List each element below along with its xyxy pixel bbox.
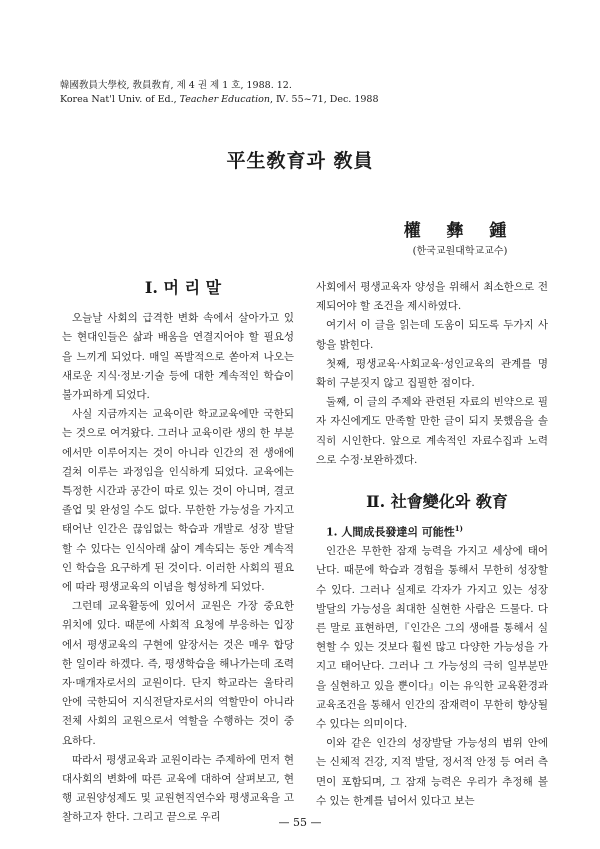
- paragraph: 오늘날 사회의 급격한 변화 속에서 살아가고 있는 현대인들은 삶과 배움을 연결지어야 할 필요성을 느끼게 되었다. 매일 폭발적으로 쏟아져 나오는 새로운 지식·정보·기술 등에 대한 계속적인 학습이 불가피하게 되었다.: [62, 312, 294, 402]
- paragraph: 사실 지금까지는 교육이란 학교교육에만 국한되는 것으로 여겨왔다. 그러나 교육이란 생의 한 부분에서만 이루어지는 것이 아니라 인간의 전 생애에 걸쳐 이루는 과정임을 인식하게 되었다. 교육에는 특정한 시간과 공간이 따로 있는 것이 아니며, 결코 졸업 및 완성일 수도 없다. 무한한 가능성을 가지고 태어난 인간은 끊임없는 학습과 개발로 성장 발달할 수 있다는 인식아래 삶이 계속되는 동안 계속적인 학습을 요구하게 된 것이다. 이러한 사회의 필요에 따라 평생교육의 이념을 형성하게 되었다.: [62, 408, 294, 594]
- subsection-heading: [316, 519, 548, 542]
- citation-prefix: Korea Nat'l Univ. of Ed.,: [60, 94, 180, 105]
- journal-citation-korean: 韓國敎員大學校, 敎員敎育, 제 4 권 제 1 호, 1988. 12.: [60, 80, 292, 91]
- author-name: 權 彝 鍾: [403, 221, 517, 241]
- journal-name: Teacher Education: [179, 94, 270, 105]
- section-heading-introduction: Ⅰ. 머 리 말: [144, 278, 222, 297]
- right-column: [316, 278, 548, 811]
- paragraph: 여기서 이 글을 읽는데 도움이 되도록 두가지 사항을 밝힌다.: [316, 319, 548, 351]
- paper-title: 平生敎育과 敎員: [226, 150, 374, 172]
- footnote-marker: 1): [454, 524, 463, 534]
- paragraph: 둘째, 이 글의 주제와 관련된 자료의 빈약으로 필자 자신에게도 만족할 만한 글이 되지 못했음을 솔직히 시인한다. 앞으로 계속적인 자료수집과 노력으로 수정·보완하겠다.: [316, 396, 548, 466]
- paragraph: 이와 같은 인간의 성장발달 가능성의 범위 안에는 신체적 건강, 지적 발달, 정서적 안정 등 여러 측면이 포함되며, 그 잠재 능력은 우리가 추정해 볼 수 있는 한계를 넘어서 있다고 보는: [316, 737, 548, 807]
- citation-suffix: , Ⅳ. 55~71, Dec. 1988: [269, 94, 379, 105]
- paragraph: 따라서 평생교육과 교원이라는 주제하에 먼저 현대사회의 변화에 따른 교육에 대하여 살펴보고, 현행 교원양성제도 및 교원현직연수와 평생교육을 고찰하고자 한다. 그리고 끝으로 우리: [62, 753, 294, 824]
- section-heading-social-change: Ⅱ. 社會變化와 敎育: [366, 492, 508, 512]
- author-affiliation: (한국교원대학교교수): [412, 246, 508, 257]
- left-column: [62, 278, 294, 828]
- journal-citation-english: [60, 94, 379, 106]
- paragraph: 사회에서 평생교육자 양성을 위해서 최소한으로 전제되어야 할 조건을 제시하였다.: [316, 281, 548, 313]
- paragraph: 인간은 무한한 잠재 능력을 가지고 세상에 태어난다. 때문에 학습과 경험을 통해서 무한히 성장할 수 있다. 그러나 실제로 각자가 가지고 있는 성장 발달의 가능성을 최대한 실현한 사람은 드물다. 다른 말로 표현하면,『인간은 그의 생애를 통해서 실현할 수 있는 것보다 훨씬 많고 다양한 가능성을 가지고 태어난다. 그러나 그 가능성의 극히 일부분만을 실현하고 있을 뿐이다』이는 유익한 교육환경과 교육조건을 통해서 인간의 잠재력이 무한히 향상될 수 있다는 의미이다.: [316, 545, 548, 730]
- paragraph: 첫째, 평생교육·사회교육·성인교육의 관계를 명확히 구분짓지 않고 집필한 점이다.: [316, 357, 548, 390]
- page-number: — 55 —: [278, 816, 322, 829]
- subsection-title: 1. 人間成長發達의 可能性: [326, 525, 455, 539]
- paragraph: 그런데 교육활동에 있어서 교원은 가장 중요한 위치에 있다. 때문에 사회적 요청에 부응하는 입장에서 평생교육의 구현에 앞장서는 것은 매우 합당한 일이라 하겠다. 즉, 평생학습을 해나가는데 조력자·매개자로서의 교원이다. 단지 학교라는 울타리 안에 국한되어 지식전달자로서의 역할만이 아니라 전체 사회의 교원으로서 역할을 수행하는 것이 중요하다.: [62, 600, 294, 747]
